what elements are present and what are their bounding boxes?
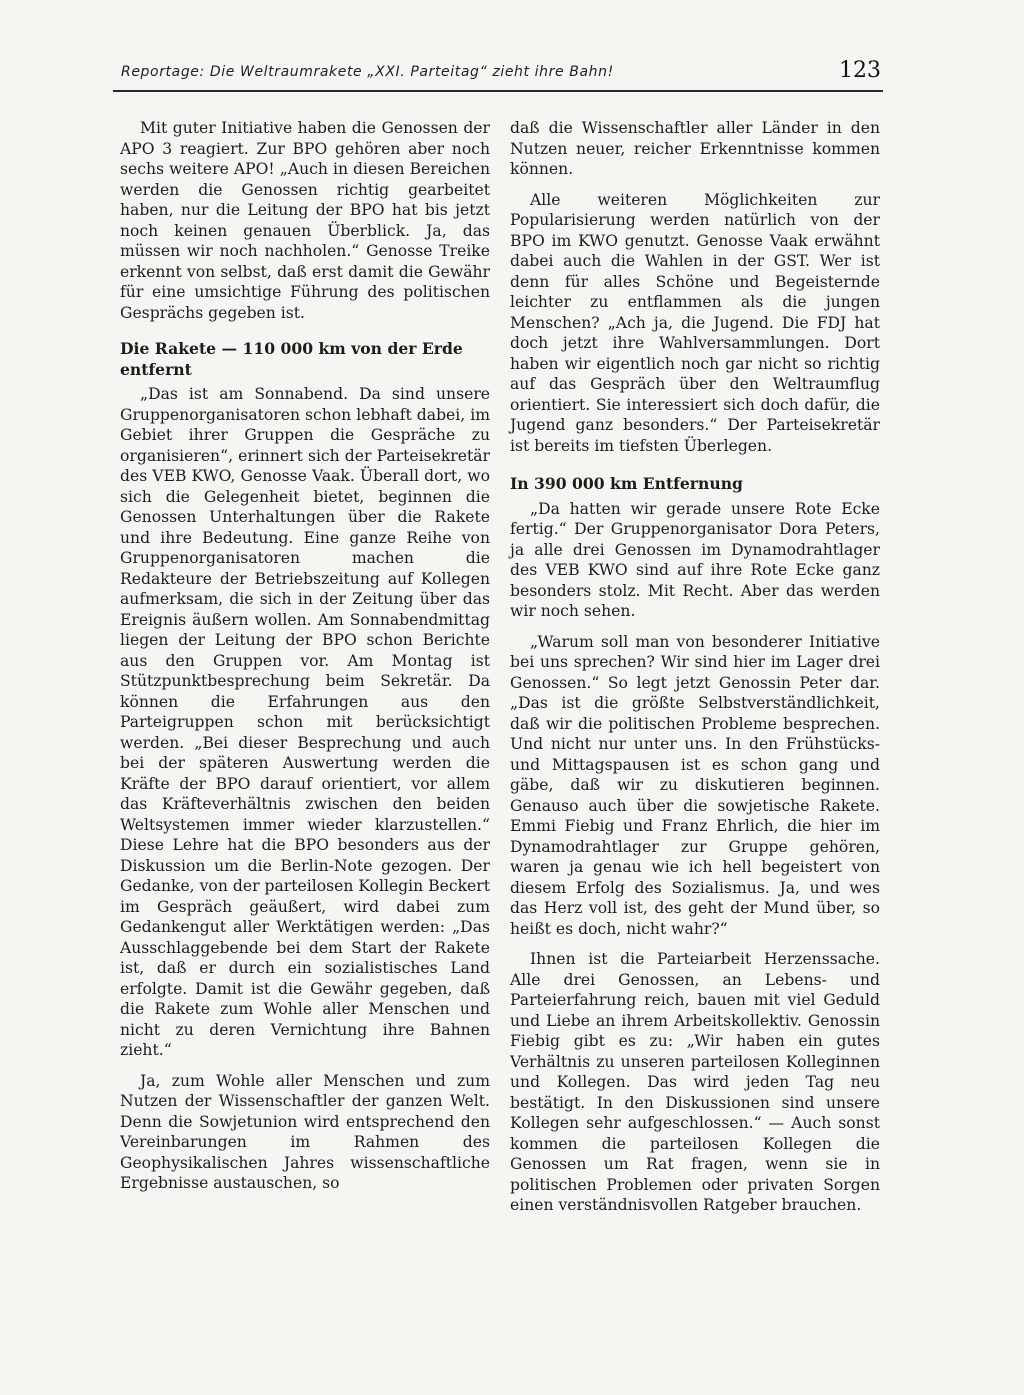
left-column bbox=[120, 118, 490, 1204]
paragraph: Mit guter Initiative haben die Genossen der APO 3 reagiert. Zur BPO gehören aber noch sechs weitere APO! „Auch in diesen Bereichen werden die Genossen richtig gearbeitet haben, nur die Leitung der BPO hat bis jetzt noch keinen genauen Überblick. Ja, das müssen wir noch nachholen.“ Genosse Treike erkennt von selbst, daß erst damit die Gewähr für eine umsichtige Führung des politischen Gesprächs gegeben ist. bbox=[120, 119, 490, 322]
paragraph: Ja, zum Wohle aller Menschen und zum Nutzen der Wissenschaftler der ganzen Welt. Denn die Sowjetunion wird entsprechend den Vereinbarungen im Rahmen des Geophysikalischen Jahres wissenschaftliche Ergebnisse austauschen, so bbox=[120, 1071, 490, 1192]
page-header bbox=[113, 58, 883, 96]
paragraph: „Das ist am Sonnabend. Da sind unsere Gruppenorganisatoren schon lebhaft dabei, im Gebiet ihrer Gruppen die Gespräche zu organisieren“, erinnert sich der Parteisekretär des VEB KWO, Genosse Vaak. Überall dort, wo sich die Gelegenheit bietet, beginnen die Genossen Unterhaltungen über die Rakete und ihre Bedeutung. Eine ganze Reihe von Gruppenorganisatoren machen die Redakteure der Betriebszeitung auf Kollegen aufmerksam, die sich in der Zeitung über das Ereignis äußern wollen. Am Sonnabendmittag liegen der Leitung der BPO schon Berichte aus den Gruppen vor. Am Montag ist Stützpunktbesprechung beim Sekretär. Da können die Erfahrungen aus den Parteigruppen schon mit berücksichtigt werden. „Bei dieser Besprechung und auch bei der späteren Auswertung werden die Kräfte der BPO darauf orientiert, vor allem das Kräfteverhältnis zwischen den beiden Weltsystemen immer wieder klarzustellen.“ Diese Lehre hat die BPO besonders aus der Diskussion um die Berlin-Note gezogen. Der Gedanke, von der parteilosen Kollegin Beckert im Gespräch geäußert, wird dabei zum Gedankengut aller Werktätigen werden: „Das Ausschlaggebende bei dem Start der Rakete ist, daß er durch ein sozialistisches Land erfolgte. Damit ist die Gewähr gegeben, daß die Rakete zum Wohle aller Menschen und nicht zu deren Vernichtung ihre Bahnen zieht.“ bbox=[120, 385, 490, 1059]
running-head: Reportage: Die Weltraumrakete „XXI. Parteitag“ zieht ihre Bahn! bbox=[121, 64, 614, 80]
page-number: 123 bbox=[839, 58, 881, 83]
paragraph: Ihnen ist die Parteiarbeit Herzenssache. Alle drei Genossen, an Lebens- und Parteierfahrung reich, bauen mit viel Geduld und Liebe an ihrem Arbeitskollektiv. Genossin Fiebig gibt es zu: „Wir haben ein gutes Verhältnis zu unseren parteilosen Kolleginnen und Kollegen. Das wird jeden Tag neu bestätigt. In den Diskussionen sind unsere Kollegen sehr aufgeschlossen.“ — Auch sonst kommen die parteilosen Kollegen die Genossen um Rat fragen, wenn sie in politischen Problemen oder privaten Sorgen einen verständnisvollen Ratgeber brauchen. bbox=[510, 950, 880, 1214]
header-rule bbox=[113, 90, 883, 92]
section-heading: Die Rakete — 110 000 km von der Erde entfernt bbox=[120, 339, 463, 379]
section-heading: In 390 000 km Entfernung bbox=[510, 474, 743, 493]
right-column bbox=[510, 118, 880, 1226]
paragraph: „Da hatten wir gerade unsere Rote Ecke fertig.“ Der Gruppenorganisator Dora Peters, ja alle drei Genossen im Dynamodrahtlager des VEB KWO sind auf ihre Rote Ecke ganz besonders stolz. Mit Recht. Aber das werden wir noch sehen. bbox=[510, 499, 880, 620]
paragraph: daß die Wissenschaftler aller Länder in den Nutzen neuer, reicher Erkenntnisse kommen können. bbox=[510, 119, 880, 178]
paragraph: Alle weiteren Möglichkeiten zur Popularisierung werden natürlich von der BPO im KWO genutzt. Genosse Vaak erwähnt dabei auch die Wahlen in der GST. Wer ist denn für alles Schöne und Begeisternde leichter zu entflammen als die jungen Menschen? „Ach ja, die Jugend. Die FDJ hat doch jetzt ihre Wahlversammlungen. Dort haben wir eigentlich noch gar nicht so richtig auf das Gespräch über den Weltraumflug orientiert. Sie interessiert sich doch dafür, die Jugend ganz besonders.“ Der Parteisekretär ist bereits im tiefsten Überlegen. bbox=[510, 190, 880, 455]
paragraph: „Warum soll man von besonderer Initiative bei uns sprechen? Wir sind hier im Lager drei Genossen.“ So legt jetzt Genossin Peter dar. „Das ist die größte Selbstverständlichkeit, daß wir die politischen Probleme besprechen. Und nicht nur unter uns. In den Frühstücks- und Mittagspausen ist es schon gang und gäbe, daß wir zu diskutieren beginnen. Genauso auch über die sowjetische Rakete. Emmi Fiebig und Franz Ehrlich, die hier im Dynamodrahtlager zur Gruppe gehören, waren ja genau wie ich hell begeistert von diesem Erfolg des Sozialismus. Ja, und wes das Herz voll ist, des geht der Mund über, so heißt es doch, nicht wahr?“ bbox=[510, 632, 880, 938]
